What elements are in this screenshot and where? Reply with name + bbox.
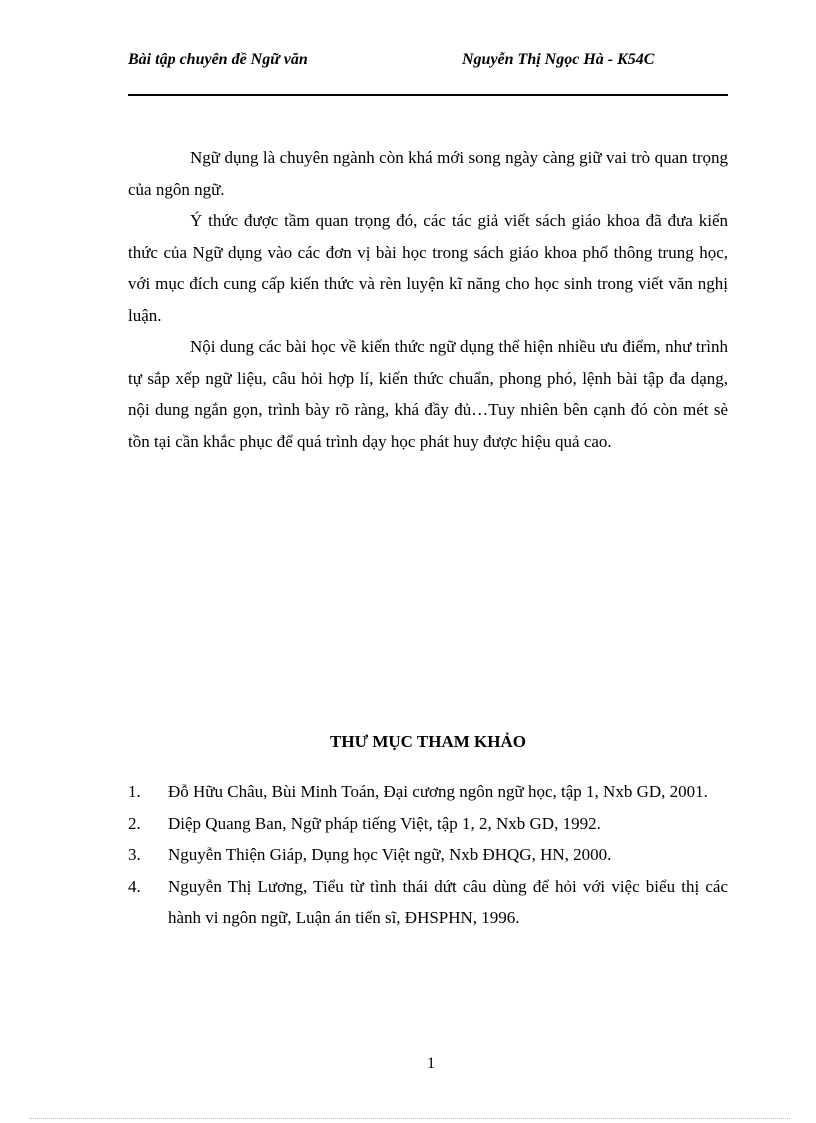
reference-item bbox=[128, 808, 728, 840]
reference-text: Diệp Quang Ban, Ngữ pháp tiếng Việt, tập 1, 2, Nxb GD, 1992. bbox=[168, 813, 601, 833]
references-list bbox=[128, 776, 728, 934]
header-author: Nguyễn Thị Ngọc Hà - K54C bbox=[462, 51, 655, 68]
paragraph: Nội dung các bài học về kiến thức ngữ dụng thể hiện nhiều ưu điểm, như trình tự sắp xếp ngữ liệu, câu hỏi hợp lí, kiến thức chuẩn, phong phó, lệnh bài tập đa dạng, nội dung ngắn gọn, trình bày rõ ràng, khá đầy đủ…Tuy nhiên bên cạnh đó còn mét sè tồn tại cần khắc phục để quá trình dạy học phát huy được hiệu quả cao. bbox=[128, 337, 728, 451]
reference-number: 2. bbox=[128, 813, 141, 833]
reference-text: Nguyễn Thiện Giáp, Dụng học Việt ngữ, Nxb ĐHQG, HN, 2000. bbox=[168, 845, 612, 864]
page-number: 1 bbox=[427, 1055, 435, 1072]
header-course-title: Bài tập chuyên đề Ngữ văn bbox=[128, 51, 308, 68]
reference-text: Nguyễn Thị Lương, Tiểu từ tình thái dứt câu dùng để hỏi với việc biểu thị các hành vi ngôn ngữ, Luận án tiến sĩ, ĐHSPHN, 1996. bbox=[168, 876, 728, 927]
references-title: THƯ MỤC THAM KHẢO bbox=[330, 732, 526, 751]
reference-text: Đỗ Hữu Châu, Bùi Minh Toán, Đại cương ngôn ngữ học, tập 1, Nxb GD, 2001. bbox=[168, 782, 708, 801]
reference-number: 4. bbox=[128, 876, 141, 896]
reference-item bbox=[128, 839, 728, 871]
reference-number: 3. bbox=[128, 845, 141, 864]
reference-item bbox=[128, 871, 728, 934]
paragraph: Ý thức được tầm quan trọng đó, các tác giả viết sách giáo khoa đã đưa kiến thức của Ngữ dụng vào các đơn vị bài học trong sách giáo khoa phổ thông trung học, với mục đích cung cấp kiến thức và rèn luyện kĩ năng cho học sinh trong viết văn nghị luận. bbox=[128, 211, 728, 325]
reference-number: 1. bbox=[128, 782, 141, 801]
reference-item bbox=[128, 776, 728, 808]
paragraph: Ngữ dụng là chuyên ngành còn khá mới song ngày càng giữ vai trò quan trọng của ngôn ngữ. bbox=[128, 148, 728, 199]
page-header bbox=[128, 50, 728, 96]
body-text bbox=[128, 142, 728, 457]
page-bottom-border bbox=[30, 1118, 790, 1119]
